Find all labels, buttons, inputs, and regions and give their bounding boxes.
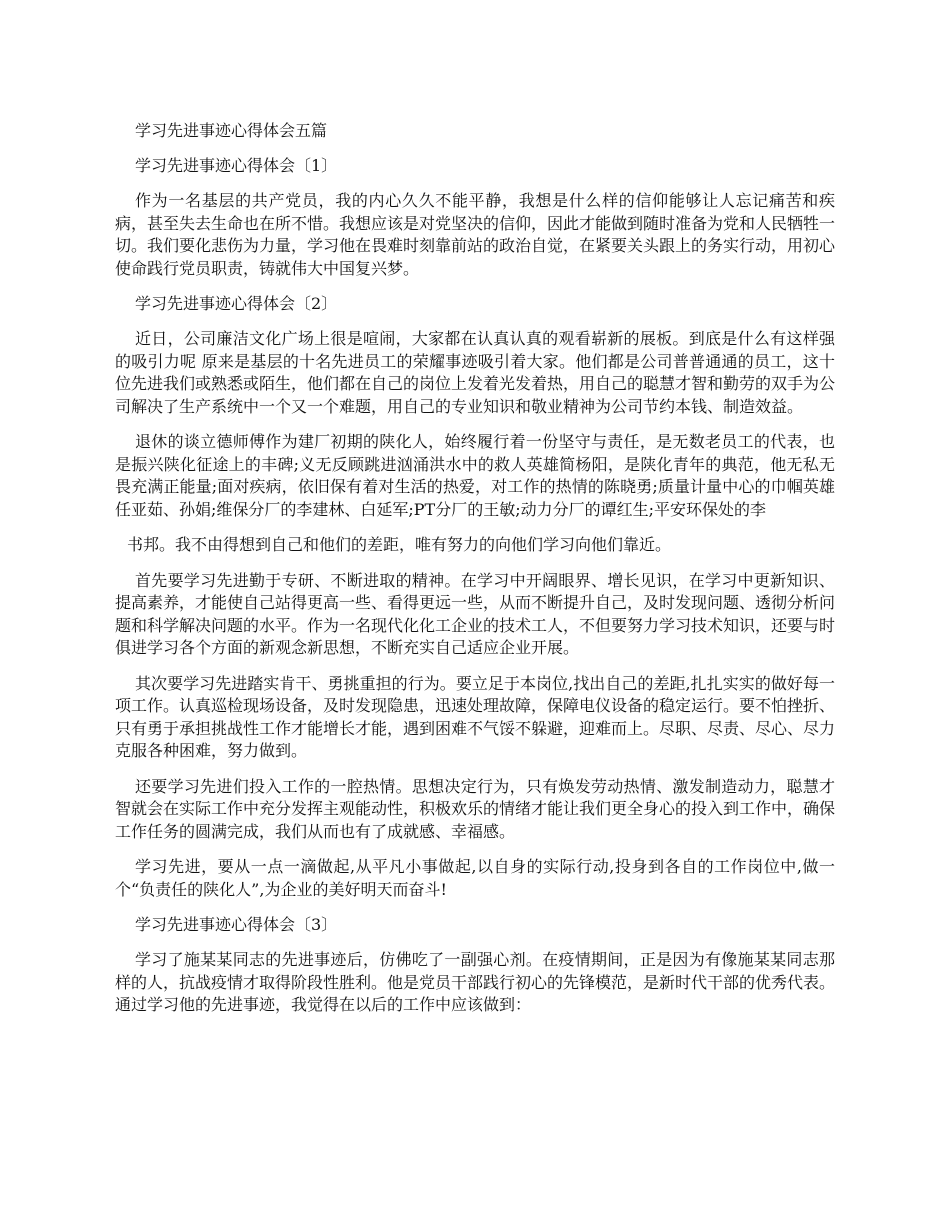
paragraph: 退休的谈立德师傅作为建厂初期的陕化人，始终履行着一份坚守与责任，是无数老员工的代表，也是振兴陕化征途上的丰碑;义无反顾跳进汹涌洪水中的救人英雄简杨阳，是陕化青年的典范，他无私无畏充满正能量;面对疾病，依旧保有着对生活的热爱，对工作的热情的陈晓勇;质量计量中心的巾帼英雄任亚茹、孙娟;维保分厂的李建林、白延军;PT分厂的王敏;动力分厂的谭红生;平安环保处的李	[115, 432, 835, 519]
document-body	[115, 120, 835, 1030]
paragraph: 首先要学习先进勤于专研、不断进取的精神。在学习中开阔眼界、增长见识，在学习中更新知识、提高素养，才能使自己站得更高一些、看得更远一些，从而不断提升自己，及时发现问题、透彻分析问题和科学解决问题的水平。作为一名现代化化工企业的技术工人，不但要努力学习技术知识，还要与时俱进学习各个方面的新观念新思想，不断充实自己适应企业开展。	[115, 570, 836, 657]
paragraph: 其次要学习先进踏实肯干、勇挑重担的行为。要立足于本岗位,找出自己的差距,扎扎实实的做好每一项工作。认真巡检现场设备，及时发现隐患，迅速处理故障，保障电仪设备的稳定运行。要不怕挫折、只有勇于承担挑战性工作才能增长才能，遇到困难不气馁不躲避，迎难而上。尽职、尽责、尽心、尽力克服各种困难，努力做到。	[115, 673, 836, 760]
paragraph: 近日，公司廉洁文化广场上很是喧闹，大家都在认真认真的观看崭新的展板。到底是什么有这样强的吸引力呢 原来是基层的十名先进员工的荣耀事迹吸引着大家。他们都是公司普普通通的员工，这十位先进我们或熟悉或陌生，他们都在自己的岗位上发着光发着热，用自己的聪慧才智和勤劳的双手为公司解决了生产系统中一个又一个难题，用自己的专业知识和敬业精神为公司节约本钱、制造效益。	[115, 329, 836, 416]
paragraph: 还要学习先进们投入工作的一腔热情。思想决定行为，只有焕发劳动热情、激发制造动力，聪慧才智就会在实际工作中充分发挥主观能动性，积极欢乐的情绪才能让我们更全身心的投入到工作中，确保工作任务的圆满完成，我们从而也有了成就感、幸福感。	[115, 776, 836, 841]
paragraph-continuation: 书邦。我不由得想到自己和他们的差距，唯有努力的向他们学习向他们靠近。	[127, 535, 672, 554]
paragraph: 学习先进，要从一点一滴做起,从平凡小事做起,以自身的实际行动,投身到各自的工作岗位中,做一个“负责任的陕化人”,为企业的美好明天而奋斗!	[115, 857, 835, 899]
paragraph: 学习了施某某同志的先进事迹后，仿佛吃了一副强心剂。在疫情期间，正是因为有像施某某同志那样的人，抗战疫情才取得阶段性胜利。他是党员干部践行初心的先锋模范，是新时代干部的优秀代表。通过学习他的先进事迹，我觉得在以后的工作中应该做到：	[115, 950, 836, 1014]
section-heading-2: 学习先进事迹心得体会〔2〕	[135, 294, 338, 313]
section-heading-3: 学习先进事迹心得体会〔3〕	[135, 915, 338, 934]
section-heading-1: 学习先进事迹心得体会〔1〕	[135, 156, 338, 175]
document-title: 学习先进事迹心得体会五篇	[135, 121, 328, 140]
paragraph: 作为一名基层的共产党员，我的内心久久不能平静，我想是什么样的信仰能够让人忘记痛苦和疾病，甚至失去生命也在所不惜。我想应该是对党坚决的信仰，因此才能做到随时准备为党和人民牺牲一切。我们要化悲伤为力量，学习他在畏难时刻靠前站的政治自觉，在紧要关头跟上的务实行动，用初心使命践行党员职责，铸就伟大中国复兴梦。	[115, 191, 836, 278]
